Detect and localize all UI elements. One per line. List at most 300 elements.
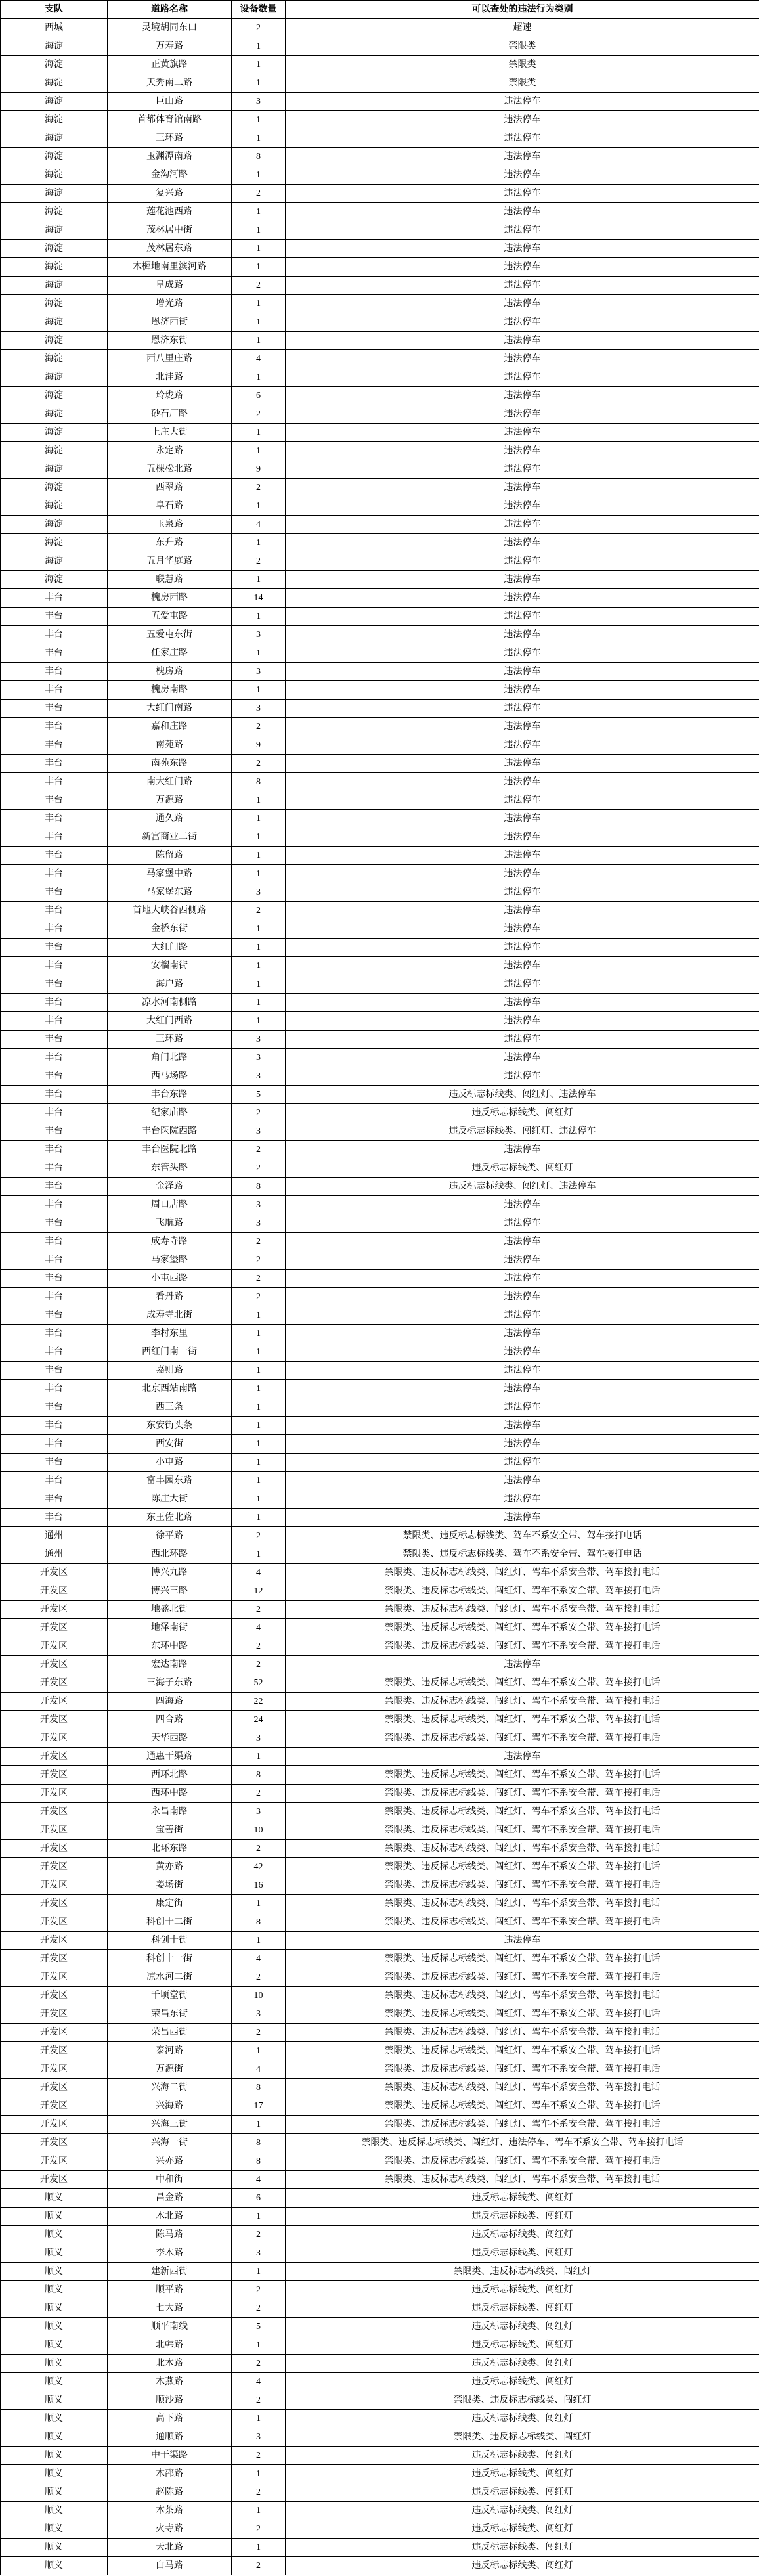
cell-road-name: 西翠路: [108, 479, 232, 497]
cell-violation-types: 违反标志标线类、闯红灯: [286, 2539, 759, 2557]
cell-road-name: 五棵松北路: [108, 460, 232, 479]
cell-road-name: 嘉则路: [108, 1362, 232, 1380]
cell-violation-types: 禁限类、违反标志标线类、驾车不系安全带、驾车接打电话: [286, 1545, 759, 1564]
cell-violation-types: 违法停车: [286, 332, 759, 350]
cell-violation-types: 违法停车: [286, 1233, 759, 1251]
cell-violation-types: 违法停车: [286, 810, 759, 828]
cell-division: 丰台: [1, 644, 108, 663]
cell-division: 开发区: [1, 1950, 108, 1968]
cell-road-name: 天北路: [108, 2539, 232, 2557]
cell-device-count: 1: [232, 221, 286, 240]
table-row: [1, 957, 759, 975]
cell-device-count: 1: [232, 2208, 286, 2226]
cell-road-name: 科创十二街: [108, 1913, 232, 1932]
cell-division: 丰台: [1, 1214, 108, 1233]
cell-violation-types: 违法停车: [286, 1031, 759, 1049]
cell-division: 海淀: [1, 313, 108, 332]
cell-division: 丰台: [1, 1122, 108, 1141]
cell-violation-types: 违法停车: [286, 277, 759, 295]
cell-violation-types: 违法停车: [286, 939, 759, 957]
cell-road-name: 通顺路: [108, 2428, 232, 2447]
table-header: [1, 1, 759, 19]
cell-road-name: 科创十街: [108, 1932, 232, 1950]
cell-device-count: 2: [232, 2483, 286, 2502]
cell-device-count: 1: [232, 313, 286, 332]
cell-division: 丰台: [1, 810, 108, 828]
cell-violation-types: 禁限类、违反标志标线类、闯红灯、驾车不系安全带、驾车接打电话: [286, 2005, 759, 2024]
cell-violation-types: 禁限类、违反标志标线类、闯红灯、驾车不系安全带、驾车接打电话: [286, 1582, 759, 1601]
cell-division: 顺义: [1, 2189, 108, 2208]
table-row: [1, 1693, 759, 1711]
cell-violation-types: 禁限类、违反标志标线类、驾车不系安全带、驾车接打电话: [286, 1527, 759, 1545]
cell-division: 丰台: [1, 1417, 108, 1435]
cell-device-count: 2: [232, 1104, 286, 1122]
cell-violation-types: 违法停车: [286, 994, 759, 1012]
cell-road-name: 木北路: [108, 2208, 232, 2226]
cell-road-name: 西马场路: [108, 1067, 232, 1086]
cell-violation-types: 违法停车: [286, 1509, 759, 1527]
cell-device-count: 1: [232, 865, 286, 883]
cell-violation-types: 违反标志标线类、闯红灯: [286, 1104, 759, 1122]
cell-device-count: 2: [232, 2355, 286, 2373]
cell-device-count: 1: [232, 2263, 286, 2281]
cell-division: 顺义: [1, 2520, 108, 2539]
cell-road-name: 新宫商业二街: [108, 828, 232, 847]
cell-division: 海淀: [1, 350, 108, 368]
cell-violation-types: 禁限类、违反标志标线类、闯红灯、驾车不系安全带、驾车接打电话: [286, 1987, 759, 2005]
cell-violation-types: 违法停车: [286, 240, 759, 258]
cell-violation-types: 违法停车: [286, 1049, 759, 1067]
cell-division: 丰台: [1, 736, 108, 755]
cell-road-name: 荣昌东街: [108, 2005, 232, 2024]
cell-division: 开发区: [1, 1840, 108, 1858]
cell-division: 开发区: [1, 1711, 108, 1729]
cell-device-count: 12: [232, 1582, 286, 1601]
cell-division: 海淀: [1, 460, 108, 479]
cell-division: 海淀: [1, 479, 108, 497]
cell-violation-types: 禁限类、违反标志标线类、闯红灯、驾车不系安全带、驾车接打电话: [286, 1913, 759, 1932]
table-row: [1, 2079, 759, 2097]
cell-division: 丰台: [1, 1049, 108, 1067]
cell-road-name: 金泽路: [108, 1178, 232, 1196]
cell-violation-types: 禁限类、违反标志标线类、闯红灯、驾车不系安全带、驾车接打电话: [286, 1619, 759, 1637]
cell-division: 海淀: [1, 497, 108, 516]
table-row: [1, 1398, 759, 1417]
cell-division: 海淀: [1, 277, 108, 295]
cell-violation-types: 禁限类、违反标志标线类、闯红灯、驾车不系安全带、驾车接打电话: [286, 1637, 759, 1656]
cell-road-name: 槐房路: [108, 663, 232, 681]
cell-violation-types: 违法停车: [286, 460, 759, 479]
cell-violation-types: 违法停车: [286, 350, 759, 368]
cell-device-count: 1: [232, 2539, 286, 2557]
cell-road-name: 兴海一街: [108, 2134, 232, 2152]
cell-device-count: 1: [232, 1380, 286, 1398]
cell-division: 开发区: [1, 1564, 108, 1582]
cell-division: 开发区: [1, 1729, 108, 1748]
table-row: [1, 736, 759, 755]
table-row: [1, 975, 759, 994]
cell-road-name: 万寿路: [108, 37, 232, 56]
cell-device-count: 1: [232, 2502, 286, 2520]
cell-division: 丰台: [1, 1325, 108, 1343]
table-row: [1, 240, 759, 258]
cell-road-name: 宏达南路: [108, 1656, 232, 1674]
cell-road-name: 海户路: [108, 975, 232, 994]
cell-violation-types: 违反标志标线类、闯红灯: [286, 2189, 759, 2208]
table-row: [1, 1435, 759, 1454]
cell-road-name: 周口店路: [108, 1196, 232, 1214]
cell-road-name: 玲珑路: [108, 387, 232, 405]
cell-device-count: 5: [232, 2318, 286, 2336]
cell-device-count: 3: [232, 1031, 286, 1049]
cell-device-count: 3: [232, 2244, 286, 2263]
cell-device-count: 4: [232, 350, 286, 368]
table-row: [1, 111, 759, 129]
cell-violation-types: 违法停车: [286, 1454, 759, 1472]
cell-device-count: 1: [232, 1435, 286, 1454]
cell-road-name: 增光路: [108, 295, 232, 313]
cell-division: 顺义: [1, 2336, 108, 2355]
table-row: [1, 663, 759, 681]
cell-device-count: 1: [232, 994, 286, 1012]
cell-road-name: 灵境胡同东口: [108, 19, 232, 37]
cell-device-count: 3: [232, 626, 286, 644]
cell-violation-types: 禁限类、违反标志标线类、闯红灯: [286, 2263, 759, 2281]
cell-violation-types: 违反标志标线类、闯红灯、违法停车: [286, 1086, 759, 1104]
cell-violation-types: 违法停车: [286, 1398, 759, 1417]
cell-division: 开发区: [1, 1619, 108, 1637]
cell-violation-types: 违法停车: [286, 516, 759, 534]
cell-device-count: 1: [232, 1545, 286, 1564]
cell-violation-types: 禁限类、违反标志标线类、闯红灯: [286, 2428, 759, 2447]
cell-device-count: 1: [232, 1748, 286, 1766]
cell-division: 开发区: [1, 1858, 108, 1876]
cell-road-name: 小屯西路: [108, 1270, 232, 1288]
table-row: [1, 497, 759, 516]
cell-road-name: 丰台医院北路: [108, 1141, 232, 1159]
cell-road-name: 角门北路: [108, 1049, 232, 1067]
cell-road-name: 槐房西路: [108, 589, 232, 608]
table-body: [1, 19, 759, 2575]
cell-road-name: 四合路: [108, 1711, 232, 1729]
cell-road-name: 木茶路: [108, 2502, 232, 2520]
header-violation-types: 可以查处的违法行为类别: [286, 1, 759, 19]
cell-road-name: 博兴三路: [108, 1582, 232, 1601]
cell-device-count: 1: [232, 258, 286, 277]
cell-device-count: 8: [232, 2152, 286, 2171]
cell-device-count: 3: [232, 93, 286, 111]
table-row: [1, 1104, 759, 1122]
cell-device-count: 1: [232, 368, 286, 387]
cell-division: 丰台: [1, 1067, 108, 1086]
cell-violation-types: 禁限类、违反标志标线类、闯红灯、驾车不系安全带、驾车接打电话: [286, 1895, 759, 1913]
cell-device-count: 2: [232, 2299, 286, 2318]
table-row: [1, 1858, 759, 1876]
cell-violation-types: 违法停车: [286, 368, 759, 387]
table-row: [1, 773, 759, 791]
cell-violation-types: 违法停车: [286, 534, 759, 552]
cell-device-count: 2: [232, 552, 286, 571]
cell-road-name: 大红门西路: [108, 1012, 232, 1031]
cell-division: 开发区: [1, 1766, 108, 1785]
table-row: [1, 681, 759, 700]
cell-violation-types: 违反标志标线类、闯红灯: [286, 2336, 759, 2355]
cell-division: 西城: [1, 19, 108, 37]
cell-device-count: 1: [232, 957, 286, 975]
cell-division: 海淀: [1, 424, 108, 442]
table-row: [1, 1214, 759, 1233]
table-row: [1, 2189, 759, 2208]
cell-division: 顺义: [1, 2226, 108, 2244]
cell-division: 丰台: [1, 1104, 108, 1122]
cell-violation-types: 违法停车: [286, 865, 759, 883]
cell-violation-types: 禁限类、违反标志标线类、闯红灯、驾车不系安全带、驾车接打电话: [286, 2152, 759, 2171]
cell-road-name: 建新西街: [108, 2263, 232, 2281]
cell-division: 海淀: [1, 387, 108, 405]
cell-device-count: 2: [232, 1527, 286, 1545]
cell-device-count: 2: [232, 19, 286, 37]
cell-violation-types: 禁限类、违反标志标线类、闯红灯、驾车不系安全带、驾车接打电话: [286, 1601, 759, 1619]
cell-road-name: 泰河路: [108, 2042, 232, 2060]
cell-device-count: 2: [232, 2281, 286, 2299]
cell-violation-types: 禁限类、违反标志标线类、闯红灯、驾车不系安全带、驾车接打电话: [286, 1693, 759, 1711]
cell-device-count: 1: [232, 497, 286, 516]
cell-road-name: 凉水河二街: [108, 1968, 232, 1987]
cell-violation-types: 违反标志标线类、闯红灯: [286, 2483, 759, 2502]
cell-division: 丰台: [1, 700, 108, 718]
table-row: [1, 2483, 759, 2502]
cell-division: 开发区: [1, 1693, 108, 1711]
cell-device-count: 3: [232, 1729, 286, 1748]
cell-road-name: 三环路: [108, 129, 232, 148]
cell-violation-types: 禁限类、违反标志标线类、闯红灯、驾车不系安全带、驾车接打电话: [286, 1821, 759, 1840]
cell-violation-types: 违法停车: [286, 295, 759, 313]
cell-violation-types: 违反标志标线类、闯红灯: [286, 2299, 759, 2318]
cell-division: 丰台: [1, 920, 108, 939]
cell-road-name: 嘉和庄路: [108, 718, 232, 736]
table-row: [1, 2134, 759, 2152]
table-row: [1, 74, 759, 93]
cell-violation-types: 违法停车: [286, 1932, 759, 1950]
cell-division: 丰台: [1, 883, 108, 902]
table-row: [1, 258, 759, 277]
cell-road-name: 北京西站南路: [108, 1380, 232, 1398]
cell-road-name: 兴亦路: [108, 2152, 232, 2171]
table-row: [1, 2152, 759, 2171]
cell-road-name: 恩济西街: [108, 313, 232, 332]
cell-device-count: 5: [232, 1086, 286, 1104]
cell-division: 海淀: [1, 93, 108, 111]
cell-device-count: 1: [232, 1417, 286, 1435]
cell-device-count: 8: [232, 1913, 286, 1932]
table-row: [1, 1950, 759, 1968]
cell-road-name: 大红门南路: [108, 700, 232, 718]
cell-division: 开发区: [1, 1656, 108, 1674]
table-row: [1, 608, 759, 626]
cell-violation-types: 违法停车: [286, 828, 759, 847]
cell-road-name: 陈马路: [108, 2226, 232, 2244]
table-row: [1, 2336, 759, 2355]
table-row: [1, 2244, 759, 2263]
cell-violation-types: 违法停车: [286, 1435, 759, 1454]
cell-division: 海淀: [1, 405, 108, 424]
cell-road-name: 赵陈路: [108, 2483, 232, 2502]
table-row: [1, 442, 759, 460]
cell-device-count: 1: [232, 1509, 286, 1527]
cell-device-count: 1: [232, 37, 286, 56]
cell-violation-types: 违法停车: [286, 166, 759, 185]
cell-road-name: 五爱屯东街: [108, 626, 232, 644]
table-row: [1, 1509, 759, 1527]
cell-division: 丰台: [1, 828, 108, 847]
cell-violation-types: 违反标志标线类、闯红灯: [286, 2557, 759, 2575]
table-row: [1, 1325, 759, 1343]
cell-road-name: 顺沙路: [108, 2391, 232, 2410]
cell-device-count: 2: [232, 185, 286, 203]
table-row: [1, 2465, 759, 2483]
cell-division: 丰台: [1, 1031, 108, 1049]
cell-violation-types: 违法停车: [286, 1343, 759, 1362]
table-row: [1, 368, 759, 387]
cell-violation-types: 禁限类、违反标志标线类、闯红灯、驾车不系安全带、驾车接打电话: [286, 2097, 759, 2116]
cell-road-name: 天秀南二路: [108, 74, 232, 93]
cell-road-name: 宝善街: [108, 1821, 232, 1840]
cell-road-name: 四海路: [108, 1693, 232, 1711]
table-row: [1, 2116, 759, 2134]
cell-device-count: 2: [232, 1159, 286, 1178]
cell-device-count: 3: [232, 1049, 286, 1067]
cell-road-name: 丰台医院西路: [108, 1122, 232, 1141]
cell-device-count: 8: [232, 2079, 286, 2097]
cell-division: 海淀: [1, 221, 108, 240]
cell-violation-types: 违法停车: [286, 424, 759, 442]
cell-violation-types: 禁限类、违反标志标线类、闯红灯、驾车不系安全带、驾车接打电话: [286, 2171, 759, 2189]
cell-road-name: 五爱屯路: [108, 608, 232, 626]
cell-violation-types: 禁限类、违反标志标线类、闯红灯: [286, 2391, 759, 2410]
cell-road-name: 陈庄大街: [108, 1490, 232, 1509]
table-row: [1, 2410, 759, 2428]
cell-division: 顺义: [1, 2355, 108, 2373]
table-row: [1, 2557, 759, 2575]
cell-road-name: 高下路: [108, 2410, 232, 2428]
cell-device-count: 2: [232, 479, 286, 497]
cell-device-count: 10: [232, 1987, 286, 2005]
cell-division: 开发区: [1, 2042, 108, 2060]
table-row: [1, 1012, 759, 1031]
cell-violation-types: 违反标志标线类、闯红灯: [286, 2355, 759, 2373]
table-row: [1, 387, 759, 405]
cell-violation-types: 违法停车: [286, 589, 759, 608]
cell-device-count: 2: [232, 1141, 286, 1159]
cell-division: 顺义: [1, 2465, 108, 2483]
cell-device-count: 4: [232, 1564, 286, 1582]
cell-road-name: 阜成路: [108, 277, 232, 295]
header-division: 支队: [1, 1, 108, 19]
cell-road-name: 大红门路: [108, 939, 232, 957]
cell-device-count: 1: [232, 1932, 286, 1950]
cell-road-name: 南苑路: [108, 736, 232, 755]
cell-violation-types: 违法停车: [286, 883, 759, 902]
table-row: [1, 847, 759, 865]
cell-road-name: 兴海路: [108, 2097, 232, 2116]
cell-violation-types: 违法停车: [286, 1141, 759, 1159]
table-row: [1, 2263, 759, 2281]
cell-division: 丰台: [1, 939, 108, 957]
table-row: [1, 1251, 759, 1270]
cell-violation-types: 违法停车: [286, 608, 759, 626]
table-row: [1, 1380, 759, 1398]
cell-device-count: 8: [232, 1178, 286, 1196]
table-row: [1, 1968, 759, 1987]
cell-division: 海淀: [1, 56, 108, 74]
cell-division: 海淀: [1, 166, 108, 185]
cell-device-count: 3: [232, 700, 286, 718]
cell-road-name: 南大红门路: [108, 773, 232, 791]
cell-violation-types: 超速: [286, 19, 759, 37]
cell-road-name: 荣昌西街: [108, 2024, 232, 2042]
table-row: [1, 1674, 759, 1693]
table-row: [1, 1803, 759, 1821]
cell-device-count: 1: [232, 847, 286, 865]
table-row: [1, 1895, 759, 1913]
cell-division: 丰台: [1, 957, 108, 975]
cell-division: 顺义: [1, 2483, 108, 2502]
cell-division: 开发区: [1, 1637, 108, 1656]
table-row: [1, 2447, 759, 2465]
cell-device-count: 4: [232, 1619, 286, 1637]
cell-device-count: 6: [232, 2189, 286, 2208]
cell-road-name: 姜场街: [108, 1876, 232, 1895]
table-row: [1, 902, 759, 920]
cell-device-count: 1: [232, 2042, 286, 2060]
cell-device-count: 1: [232, 1012, 286, 1031]
table-row: [1, 37, 759, 56]
cell-road-name: 东安街头条: [108, 1417, 232, 1435]
table-row: [1, 479, 759, 497]
cell-device-count: 10: [232, 1821, 286, 1840]
cell-violation-types: 违反标志标线类、闯红灯: [286, 2373, 759, 2391]
table-row: [1, 1987, 759, 2005]
cell-device-count: 2: [232, 1270, 286, 1288]
cell-division: 海淀: [1, 203, 108, 221]
cell-road-name: 地盛北街: [108, 1601, 232, 1619]
cell-device-count: 2: [232, 1656, 286, 1674]
cell-division: 海淀: [1, 37, 108, 56]
cell-violation-types: 违法停车: [286, 1214, 759, 1233]
cell-division: 丰台: [1, 994, 108, 1012]
table-row: [1, 571, 759, 589]
cell-division: 顺义: [1, 2299, 108, 2318]
cell-road-name: 天华西路: [108, 1729, 232, 1748]
cell-division: 顺义: [1, 2208, 108, 2226]
cell-violation-types: 违法停车: [286, 1251, 759, 1270]
cell-road-name: 西红门南一街: [108, 1343, 232, 1362]
cell-violation-types: 违反标志标线类、闯红灯: [286, 2520, 759, 2539]
cell-device-count: 3: [232, 663, 286, 681]
cell-device-count: 1: [232, 810, 286, 828]
cell-road-name: 安榴南街: [108, 957, 232, 975]
table-row: [1, 1454, 759, 1472]
table-row: [1, 920, 759, 939]
cell-road-name: 复兴路: [108, 185, 232, 203]
table-row: [1, 1288, 759, 1306]
cell-division: 丰台: [1, 608, 108, 626]
cell-road-name: 东升路: [108, 534, 232, 552]
cell-division: 海淀: [1, 74, 108, 93]
cell-violation-types: 禁限类、违反标志标线类、闯红灯、驾车不系安全带、驾车接打电话: [286, 1876, 759, 1895]
cell-device-count: 1: [232, 1398, 286, 1417]
table-row: [1, 2355, 759, 2373]
